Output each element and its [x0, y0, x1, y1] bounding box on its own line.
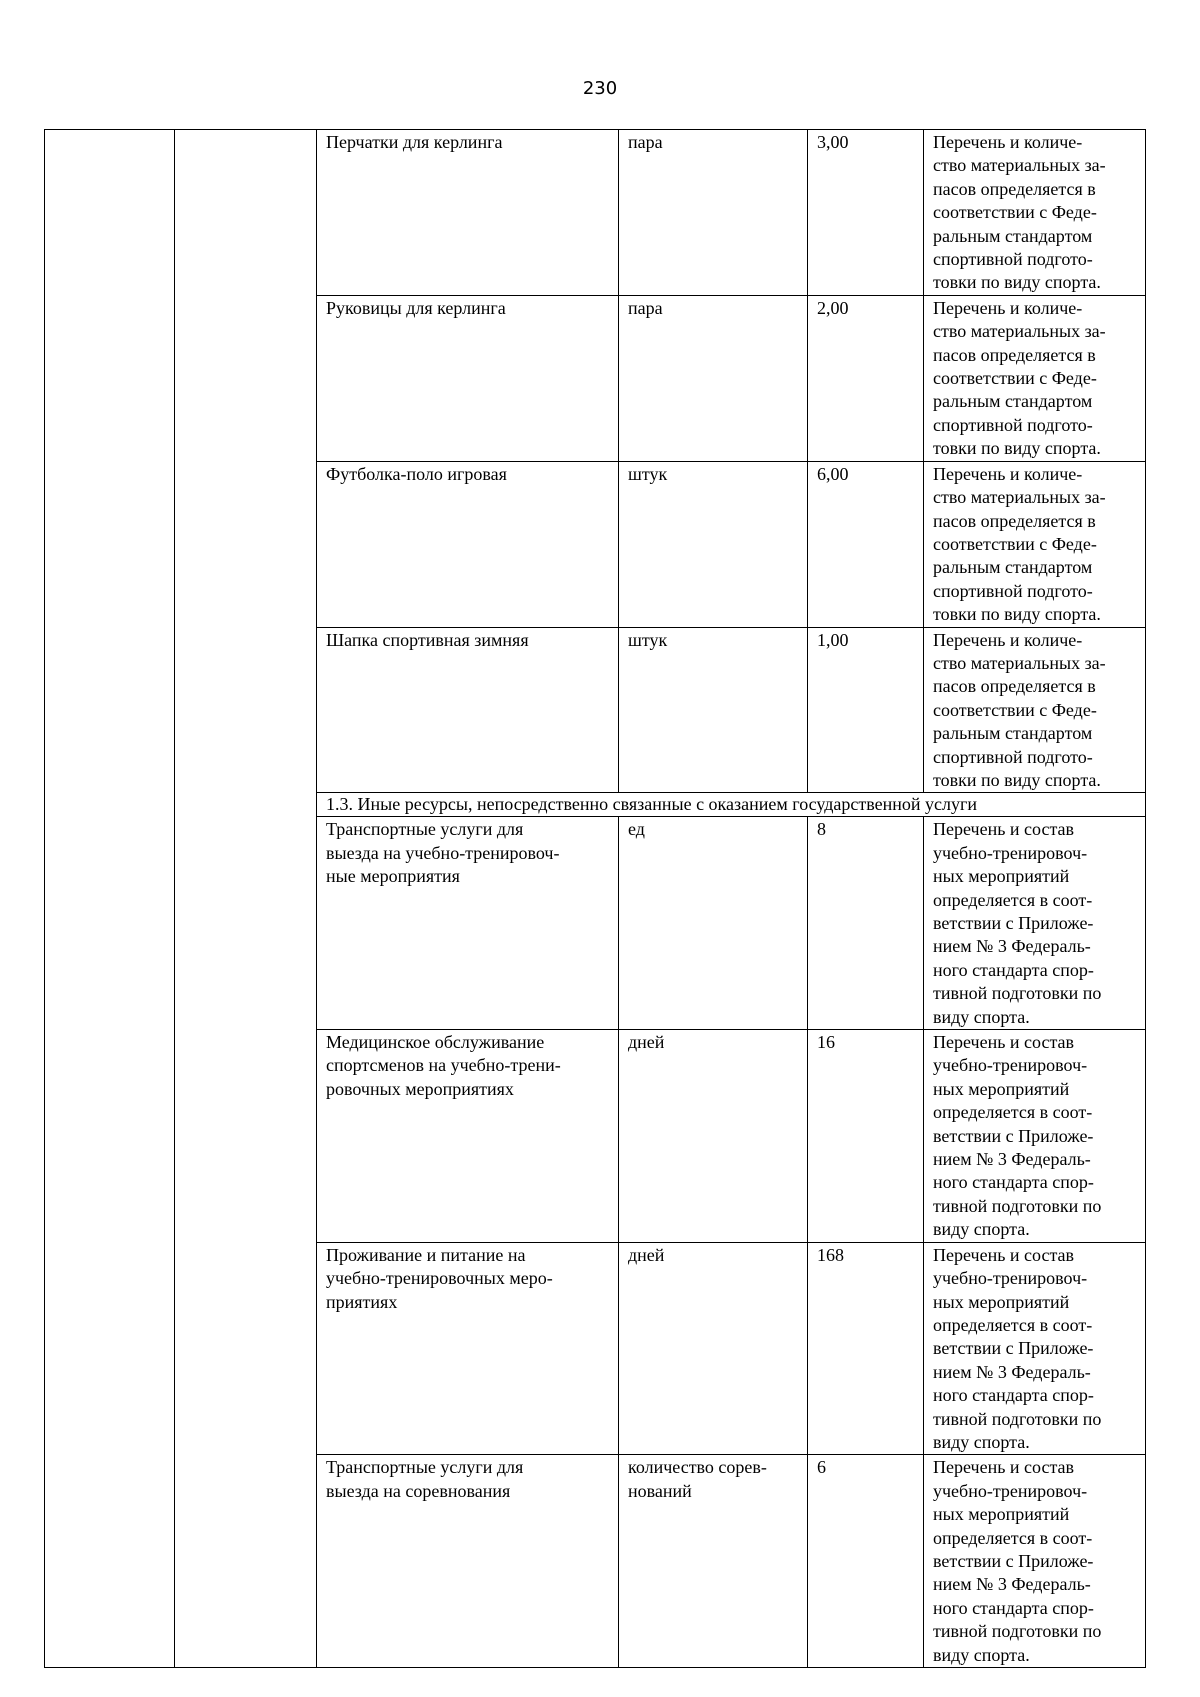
note: Перечень и состав учебно-тренировоч- ных мероприятий определяется в соот- ветствии с Приложе- нием № 3 Федераль- ного стандарта спор- тивной подготовки по виду спорта.	[933, 1244, 1102, 1452]
item-name: Перчатки для керлинга	[326, 132, 503, 152]
item-name-cell	[317, 130, 619, 296]
note-cell	[924, 817, 1146, 1030]
item-name: Медицинское обслуживание спортсменов на учебно-трени- ровочных мероприятиях	[326, 1032, 561, 1099]
note: Перечень и состав учебно-тренировоч- ных мероприятий определяется в соот- ветствии с Приложе- нием № 3 Федераль- ного стандарта спор- тивной подготовки по виду спорта.	[933, 1457, 1102, 1665]
note-cell	[924, 1455, 1146, 1668]
unit-cell	[619, 130, 808, 296]
unit-cell	[619, 1242, 808, 1455]
section-header: 1.3. Иные ресурсы, непосредственно связанные с оказанием государственной услуги	[317, 793, 1146, 817]
item-name-cell	[317, 461, 619, 627]
quantity: 3,00	[817, 132, 849, 152]
item-name-cell	[317, 1455, 619, 1668]
quantity-cell	[808, 130, 924, 296]
item-name-cell	[317, 627, 619, 793]
quantity: 1,00	[817, 629, 849, 650]
item-name: Футболка-поло игровая	[326, 463, 507, 484]
quantity-cell	[808, 1455, 924, 1668]
item-name-cell	[317, 295, 619, 461]
note: Перечень и количе- ство материальных за- пасов определяется в соответствии с Феде- ральным стандартом спортивной подгото- товки по виду спорта.	[933, 629, 1106, 790]
quantity-cell	[808, 817, 924, 1030]
unit: штук	[628, 463, 668, 484]
quantity: 6,00	[817, 463, 849, 484]
quantity: 8	[817, 819, 826, 840]
unit-cell	[619, 1455, 808, 1668]
note-cell	[924, 1242, 1146, 1455]
unit: пара	[628, 132, 663, 152]
quantity: 168	[817, 1244, 844, 1265]
merged-column-1	[45, 130, 175, 1668]
note: Перечень и количе- ство материальных за- пасов определяется в соответствии с Феде- ральным стандартом спортивной подгото- товки по виду спорта.	[933, 297, 1106, 459]
note: Перечень и количе- ство материальных за- пасов определяется в соответствии с Феде- ральным стандартом спортивной подгото- товки по виду спорта.	[933, 463, 1106, 625]
unit: пара	[628, 297, 663, 318]
quantity: 6	[817, 1457, 826, 1478]
unit: ед	[628, 819, 645, 840]
note: Перечень и состав учебно-тренировоч- ных мероприятий определяется в соот- ветствии с Приложе- нием № 3 Федераль- ного стандарта спор- тивной подготовки по виду спорта.	[933, 1032, 1102, 1240]
item-name-cell	[317, 817, 619, 1030]
table-row	[45, 130, 1146, 296]
note-cell	[924, 295, 1146, 461]
note-cell	[924, 1030, 1146, 1243]
note-cell	[924, 461, 1146, 627]
unit: дней	[628, 1244, 665, 1265]
page-number: 230	[582, 78, 618, 99]
quantity-cell	[808, 1030, 924, 1243]
item-name-cell	[317, 1242, 619, 1455]
merged-column-2	[175, 130, 317, 1668]
unit-cell	[619, 627, 808, 793]
note-cell	[924, 627, 1146, 793]
item-name: Транспортные услуги для выезда на учебно-тренировоч- ные мероприятия	[326, 819, 560, 887]
item-name: Транспортные услуги для выезда на соревнования	[326, 1457, 524, 1501]
quantity-cell	[808, 627, 924, 793]
quantity: 16	[817, 1032, 835, 1053]
quantity-cell	[808, 461, 924, 627]
item-name: Руковицы для керлинга	[326, 297, 506, 318]
quantity-cell	[808, 1242, 924, 1455]
resources-table	[44, 129, 1146, 1668]
unit: количество сорев- нований	[628, 1457, 767, 1501]
quantity: 2,00	[817, 297, 849, 318]
unit: штук	[628, 629, 668, 650]
unit-cell	[619, 461, 808, 627]
note-cell	[924, 130, 1146, 296]
note: Перечень и состав учебно-тренировоч- ных мероприятий определяется в соот- ветствии с Приложе- нием № 3 Федераль- ного стандарта спор- тивной подготовки по виду спорта.	[933, 819, 1102, 1027]
note: Перечень и количе- ство материальных за- пасов определяется в соответствии с Феде- ральным стандартом спортивной подгото- товки по виду спорта.	[933, 132, 1106, 293]
item-name: Шапка спортивная зимняя	[326, 629, 529, 650]
item-name-cell	[317, 1030, 619, 1243]
unit: дней	[628, 1032, 665, 1053]
unit-cell	[619, 295, 808, 461]
quantity-cell	[808, 295, 924, 461]
unit-cell	[619, 817, 808, 1030]
item-name: Проживание и питание на учебно-тренировочных меро- приятиях	[326, 1244, 553, 1312]
unit-cell	[619, 1030, 808, 1243]
